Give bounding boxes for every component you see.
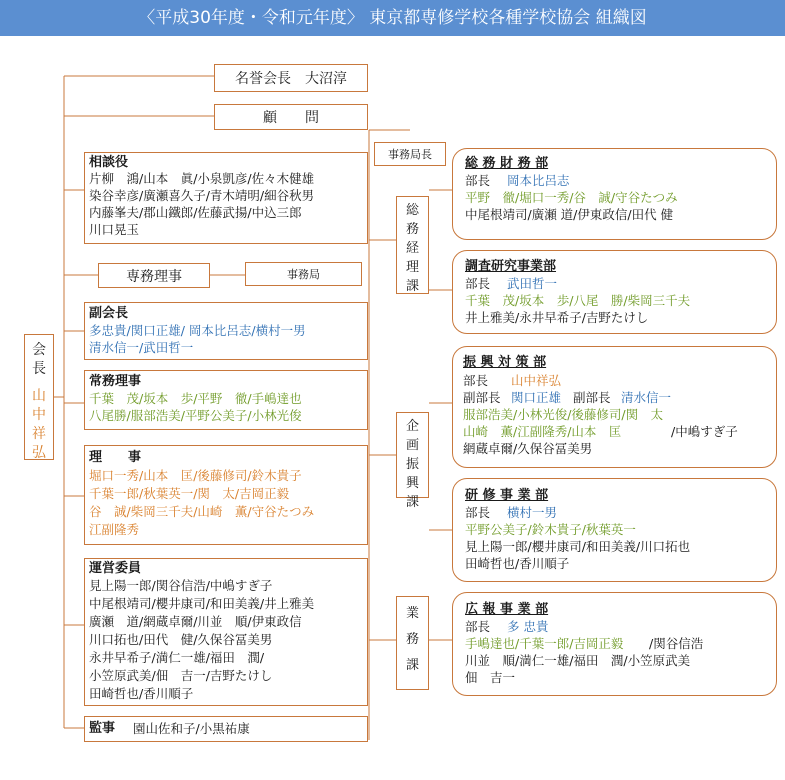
unei-line: 川口拓也/田代 健/久保谷冨美男 [89, 632, 273, 647]
fukukaichou-box [84, 302, 368, 360]
joumu-line: 千葉 茂/坂本 歩/平野 徹/手嶋達也 [89, 391, 302, 406]
kanji-names: 園山佐和子/小黒祐康 [133, 721, 250, 736]
section-soumu-box [396, 196, 429, 294]
secretariat-chief-box [374, 142, 446, 166]
president-name: 山 中 祥 弘 [32, 388, 46, 461]
dept-line: 中尾根靖司/廣瀬 道/伊東政信/田代 健 [465, 207, 674, 222]
dept-line: 佃 吉一 [465, 670, 516, 685]
kanji-box [84, 716, 368, 742]
dept-chief-label: 部長 [465, 619, 491, 634]
riji-line: 千葉一郎/秋葉英一/関 太/吉岡正毅 [89, 486, 290, 501]
soudanyaku-line: 片柳 鴻/山本 眞/小泉凱彦/佐々木健雄 [89, 171, 315, 186]
fukukaichou-line: 多忠貴/関口正雄/ 岡本比呂志/横村一男 [89, 323, 306, 338]
dept-chief-label: 部長 [465, 505, 491, 520]
soudanyaku-title: 相談役 [89, 155, 129, 170]
dept-line: 網蔵卓爾/久保谷冨美男 [463, 441, 593, 456]
dept-title: 広 報 事 業 部 [465, 602, 549, 617]
dept-title: 振 興 対 策 部 [463, 355, 547, 370]
unei-title: 運営委員 [89, 561, 142, 576]
riji-line: 堀口一秀/山本 匡/後藤修司/鈴木貴子 [89, 468, 302, 483]
soudanyaku-line: 染谷幸彦/廣瀬喜久子/青木靖明/細谷秋男 [89, 188, 315, 203]
dept-line: 服部浩美/小林光俊/後藤修司/関 太 [463, 407, 664, 422]
riji-line: 江副隆秀 [89, 522, 140, 537]
jimukyoku-label: 事務局 [287, 268, 320, 281]
dept-line-black: /中嶋すぎ子 [671, 424, 738, 439]
dept-chief-label: 部長 [465, 173, 491, 188]
dept-chief-label: 部長 [463, 373, 489, 388]
dept-line: 平野 徹/堀口一秀/谷 誠/守谷たつみ [465, 190, 678, 205]
jimukyoku-box [245, 262, 362, 286]
dept-vice: 関口正雄 [511, 390, 562, 405]
dept-line: 見上陽一郎/櫻井康司/和田美義/川口拓也 [465, 539, 691, 554]
dept-line-green: 山崎 薫/江副隆秀/山本 匡 [463, 424, 622, 439]
dept-soumuzaimu [452, 148, 777, 240]
dept-chousa [452, 250, 777, 334]
senmu-box [98, 263, 210, 288]
soudanyaku-line: 内藤峯夫/郡山鐵郎/佐藤武揚/中込三郎 [89, 205, 302, 220]
dept-vice-label: 副部長 [573, 390, 611, 405]
advisor: 顧 問 [263, 110, 319, 126]
dept-chief: 武田哲一 [507, 276, 558, 291]
riji-line: 谷 誠/柴岡三千夫/山崎 薫/守谷たつみ [89, 504, 315, 519]
joumu-title: 常務理事 [89, 374, 142, 389]
dept-line: 平野公美子/鈴木貴子/秋葉英一 [465, 522, 636, 537]
dept-title: 総 務 財 務 部 [465, 156, 549, 171]
unei-line: 中尾根靖司/櫻井康司/和田美義/井上雅美 [89, 596, 315, 611]
honorary-president-box [214, 64, 368, 92]
riji-title: 理 事 [89, 450, 142, 465]
fukukaichou-title: 副会長 [89, 306, 129, 321]
dept-line: 井上雅美/永井早希子/吉野たけし [465, 310, 649, 325]
unei-line: 廣瀬 道/網蔵卓爾/川並 順/伊東政信 [89, 614, 302, 629]
dept-chief: 多 忠貴 [507, 619, 549, 634]
unei-box [84, 558, 368, 706]
unei-line: 小笠原武美/佃 吉一/吉野たけし [89, 668, 273, 683]
section-kikaku-label: 企 画 振 興 課 [405, 419, 419, 510]
fukukaichou-line: 清水信一/武田哲一 [89, 340, 194, 355]
secretariat-chief: 事務局長 [388, 148, 432, 161]
advisor-box [214, 104, 368, 130]
dept-vice-label: 副部長 [463, 390, 501, 405]
honorary-president: 名誉会長 大沼淳 [235, 71, 347, 87]
joumu-box [84, 370, 368, 430]
unei-line: 見上陽一郎/関谷信浩/中嶋すぎ子 [89, 578, 273, 593]
dept-chief-label: 部長 [465, 276, 491, 291]
dept-title: 研 修 事 業 部 [465, 488, 549, 503]
dept-kouhou [452, 592, 777, 696]
page-title: 〈平成30年度・令和元年度〉 東京都専修学校各種学校協会 組織図 [0, 0, 785, 36]
unei-line: 田崎哲也/香川順子 [89, 686, 194, 701]
section-gyoumu-label: 業 務 課 [405, 606, 419, 673]
dept-line: 千葉 茂/坂本 歩/八尾 勝/柴岡三千夫 [465, 293, 691, 308]
section-soumu-label: 総 務 経 理 課 [405, 203, 419, 294]
unei-line: 永井早希子/満仁一雄/福田 潤/ [89, 650, 265, 665]
dept-shinkou [452, 346, 777, 468]
senmu-label: 専務理事 [126, 268, 182, 285]
dept-line-green: 手嶋達也/千葉一郎/吉岡正毅 [465, 636, 624, 651]
president-box [24, 334, 54, 460]
riji-box [84, 445, 368, 545]
dept-line-black: /関谷信浩 [649, 636, 704, 651]
soudanyaku-line: 川口晃玉 [89, 222, 140, 237]
dept-vice: 清水信一 [621, 390, 672, 405]
president-label: 会 長 [32, 342, 46, 377]
section-kikaku-box [396, 412, 429, 510]
joumu-line: 八尾勝/服部浩美/平野公美子/小林光俊 [89, 408, 302, 423]
soudanyaku-box [84, 152, 368, 244]
dept-line: 田崎哲也/香川順子 [465, 556, 570, 571]
kanji-title: 監事 [89, 721, 116, 736]
dept-chief: 横村一男 [507, 505, 558, 520]
section-gyoumu-box [396, 596, 429, 690]
dept-title: 調査研究事業部 [465, 259, 557, 274]
dept-chief: 岡本比呂志 [507, 173, 570, 188]
dept-line: 川並 順/満仁一雄/福田 潤/小笠原武美 [465, 653, 691, 668]
dept-kenshu [452, 478, 777, 582]
dept-chief: 山中祥弘 [511, 373, 562, 388]
